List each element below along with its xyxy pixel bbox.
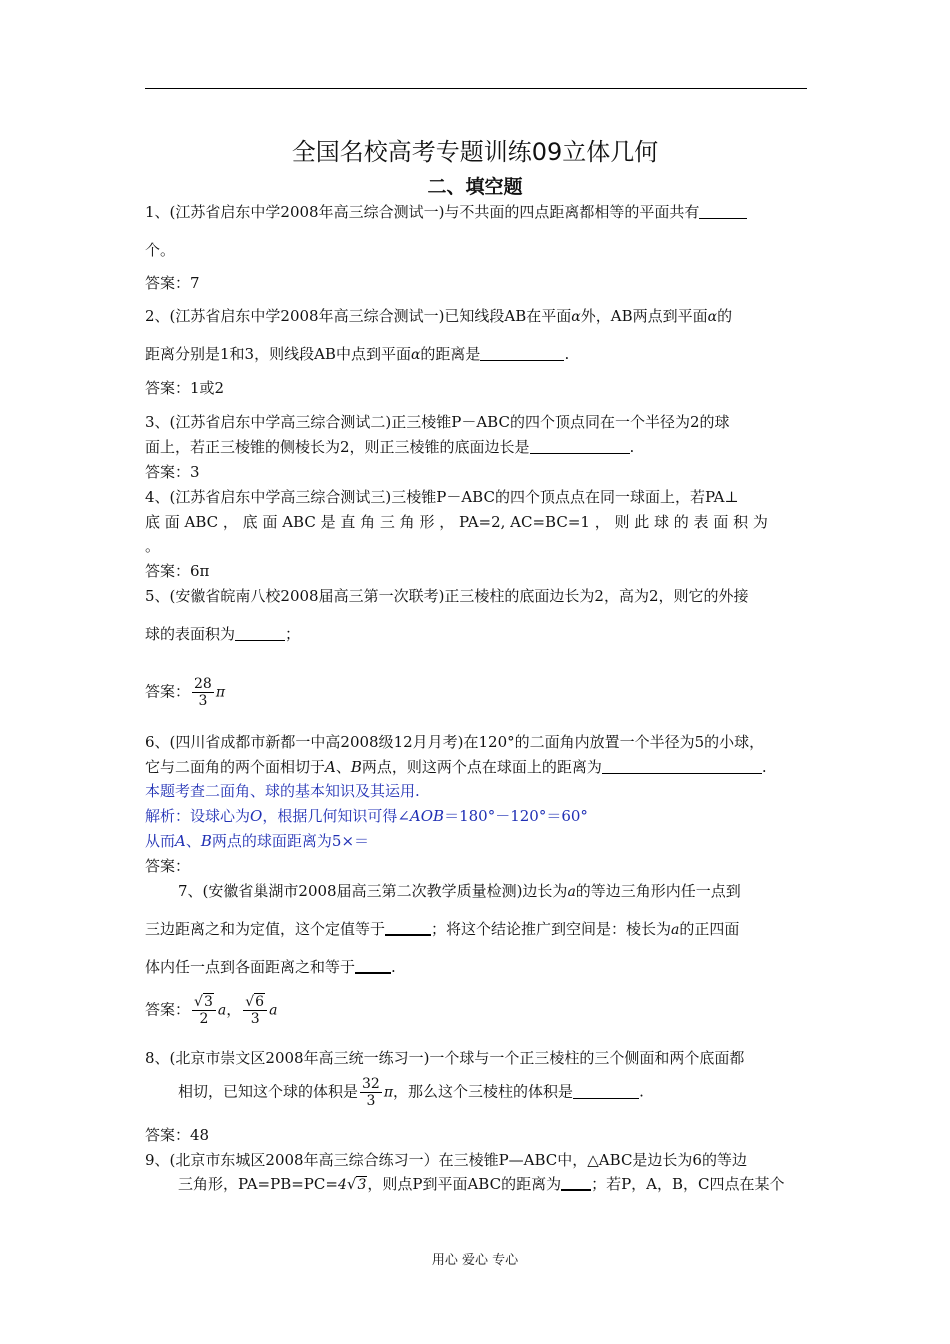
q4-answer: 答案：6π: [145, 562, 210, 580]
answer-blank: [573, 1084, 639, 1099]
answer-blank: [602, 759, 762, 774]
fraction: $\frac{√3}{2}$: [192, 994, 216, 1027]
header-rule: [145, 88, 807, 89]
q5-line2: 球的表面积为 ；: [145, 625, 301, 643]
q1-answer: 答案：7: [145, 274, 200, 292]
fraction: $\frac{32}{3}$: [362, 1076, 380, 1109]
q2-line2: 距离分别是1和3，则线段AB中点到平面α的距离是 .: [145, 345, 570, 363]
page-footer: 用心 爱心 专心: [431, 1253, 519, 1268]
answer-blank: [561, 1175, 591, 1191]
q6-answer: 答案：: [145, 857, 191, 875]
q1-line1: 1、(江苏省启东中学2008年高三综合测试一)与不共面的四点距离都相等的平面共有: [145, 202, 747, 222]
q5-answer: 答案： $\frac{28}{3}$ π: [145, 676, 226, 709]
q8-line1: 8、(北京市崇文区2008年高三统一练习一)一个球与一个正三棱柱的三个侧面和两个底面都: [145, 1049, 745, 1067]
answer-blank: [480, 346, 564, 361]
q4-line2: 底 面 ABC ， 底 面 ABC 是 直 角 三 角 形 ， PA=2, AC=BC=1 ， 则 此 球 的 表 面 积 为: [145, 513, 768, 531]
q9-line1: 9、(北京市东城区2008年高三综合练习一）在三棱锥P—ABC中，△ABC是边长为6的等边: [145, 1151, 747, 1169]
q6-note: 本题考查二面角、球的基本知识及其运用.: [145, 782, 420, 800]
q8-line2: 相切，已知这个球的体积是 $\frac{32}{3}$ π，那么这个三棱柱的体积是 .: [178, 1076, 644, 1109]
q4-line3: 。: [145, 537, 161, 555]
answer-blank: [235, 626, 285, 641]
q8-answer: 答案：48: [145, 1126, 210, 1144]
q3-line1: 3、(江苏省启东中学高三综合测试二)正三棱锥P－ABC的四个顶点同在一个半径为2的球: [145, 413, 730, 431]
page-title: 全国名校高考专题训练09立体几何: [291, 138, 659, 166]
q6-solution-1: 解析：设球心为O，根据几何知识可得∠AOB＝180°－120°＝60°: [145, 807, 588, 825]
section-heading: 二、填空题: [427, 176, 523, 198]
answer-blank: [699, 204, 747, 219]
q7-line3: 体内任一点到各面距离之和等于 .: [145, 958, 396, 976]
q3-answer: 答案：3: [145, 463, 200, 481]
q7-line1: 7、(安徽省巢湖市2008届高三第二次教学质量检测)边长为a的等边三角形内任一点到: [178, 882, 741, 900]
q7-answer: 答案： $\frac{√3}{2}$ a， $\frac{√6}{3}$ a: [145, 994, 278, 1027]
answer-blank: [530, 439, 630, 454]
q6-line1: 6、(四川省成都市新都一中高2008级12月月考)在120°的二面角内放置一个半径为5的小球，: [145, 733, 765, 751]
q9-line2: 三角形，PA=PB=PC=4√3，则点P到平面ABC的距离为 ；若P，A，B，C四点在某个: [178, 1175, 785, 1193]
q6-solution-2: 从而A、B两点的球面距离为5×＝: [145, 832, 370, 850]
answer-blank: [355, 958, 391, 974]
q2-line1: 2、(江苏省启东中学2008年高三综合测试一)已知线段AB在平面α外，AB两点到平面α的: [145, 307, 733, 325]
fraction: $\frac{√6}{3}$: [243, 994, 267, 1027]
q4-line1: 4、(江苏省启东中学高三综合测试三)三棱锥P－ABC的四个顶点点在同一球面上，若PA⊥: [145, 488, 739, 506]
q1-line2: 个。: [145, 241, 176, 259]
q5-line1: 5、(安徽省皖南八校2008届高三第一次联考)正三棱柱的底面边长为2，高为2，则它的外接: [145, 587, 749, 605]
answer-blank: [385, 920, 431, 936]
q7-line2: 三边距离之和为定值，这个定值等于 ；将这个结论推广到空间是：棱长为a的正四面: [145, 920, 740, 938]
q3-line2: 面上，若正三棱锥的侧棱长为2，则正三棱锥的底面边长是 .: [145, 438, 635, 456]
q2-answer: 答案：1或2: [145, 379, 225, 397]
fraction: $\frac{28}{3}$: [194, 676, 212, 709]
q6-line2: 它与二面角的两个面相切于A、B两点，则这两个点在球面上的距离为 .: [145, 758, 767, 776]
